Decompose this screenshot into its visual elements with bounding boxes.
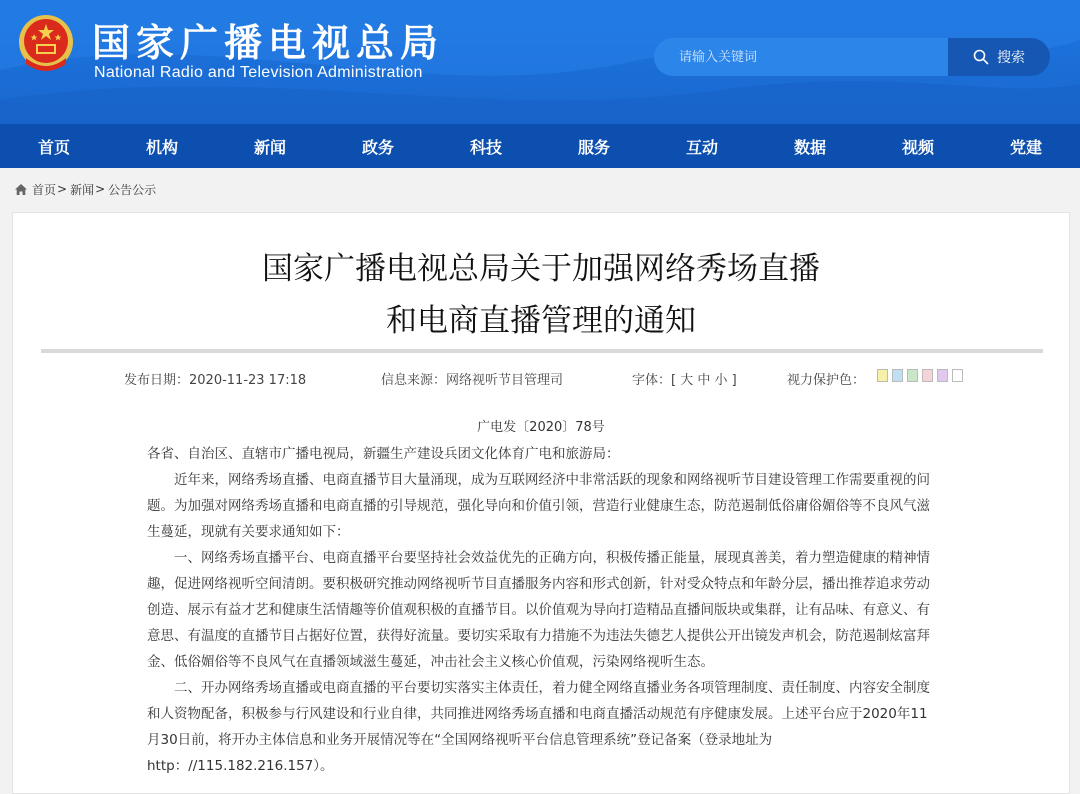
article-paragraph: 二、开办网络秀场直播或电商直播的平台要切实落实主体责任，着力健全网络直播业务各项管理制度、责任制度、内容安全制度和人资物配备，积极参与行风建设和行业自律，共同推进网络秀场直播和电商直播活动规范有序健康发展。上述平台应于2020年11月30日前，将开办主体信息和业务开展情况等在“全国网络视听平台信息管理系统”登记备案（登录地址为http：//115.182.216.157）。 bbox=[147, 680, 930, 774]
nav-item-government-affairs[interactable]: 政务 bbox=[361, 137, 394, 157]
eye-color-swatch-blue[interactable] bbox=[892, 369, 903, 382]
nav-item-video[interactable]: 视频 bbox=[901, 137, 934, 157]
breadcrumb-notice[interactable]: 公告公示 bbox=[108, 182, 157, 197]
eye-color-swatch-green[interactable] bbox=[907, 369, 918, 382]
article-paragraph: 近年来，网络秀场直播、电商直播节目大量涌现，成为互联网经济中非常活跃的现象和网络视听节目建设管理工作需要重视的问题。为加强对网络秀场直播和电商直播的引导规范，强化导向和价值引领，营造行业健康生态，防范遏制低俗庸俗媚俗等不良风气滋生蔓延，现就有关要求通知如下： bbox=[147, 472, 930, 540]
title-divider bbox=[41, 349, 1043, 353]
nav-item-news[interactable]: 新闻 bbox=[253, 137, 286, 157]
breadcrumb-home[interactable]: 首页 bbox=[32, 182, 57, 197]
font-size-switcher[interactable]: 字体：[ 大 中 小 ] bbox=[632, 373, 737, 388]
site-name-cn[interactable]: 国家广播电视总局 bbox=[92, 21, 445, 65]
search-input[interactable] bbox=[654, 38, 974, 76]
article-salutation: 各省、自治区、直辖市广播电视局，新疆生产建设兵团文化体育广电和旅游局： bbox=[147, 446, 620, 462]
breadcrumb-separator: > bbox=[57, 182, 68, 196]
breadcrumb bbox=[0, 168, 1080, 210]
eye-protection-swatches bbox=[877, 369, 963, 382]
search-bar bbox=[654, 38, 1050, 76]
nav-item-interaction[interactable]: 互动 bbox=[685, 137, 718, 157]
eye-color-swatch-white[interactable] bbox=[952, 369, 963, 382]
article-title-line2: 和电商直播管理的通知 bbox=[386, 303, 696, 339]
breadcrumb-news[interactable]: 新闻 bbox=[70, 182, 95, 197]
site-header bbox=[0, 0, 1080, 124]
nav-item-services[interactable]: 服务 bbox=[577, 137, 610, 157]
nav-item-organization[interactable]: 机构 bbox=[145, 137, 178, 157]
main-nav bbox=[0, 124, 1080, 168]
national-emblem-icon[interactable] bbox=[14, 12, 78, 76]
nav-item-data[interactable]: 数据 bbox=[793, 137, 826, 157]
document-number: 广电发〔2020〕78号 bbox=[477, 420, 605, 435]
eye-color-swatch-purple[interactable] bbox=[937, 369, 948, 382]
publish-date: 发布日期：2020-11-23 17:18 bbox=[124, 373, 307, 388]
nav-item-home[interactable]: 首页 bbox=[37, 137, 70, 157]
article-paragraph: 一、网络秀场直播平台、电商直播平台要坚持社会效益优先的正确方向，积极传播正能量，展现真善美，着力塑造健康的精神情趣，促进网络视听空间清朗。要积极研究推动网络视听节目直播服务内容和形式创新，针对受众特点和年龄分层，播出推荐追求劳动创造、展示有益才艺和健康生活情趣等价值观积极的直播节目。以价值观为导向打造精品直播间版块或集群，让有品味、有意义、有意思、有温度的直播节目占据好位置，获得好流量。要切实采取有力措施不为违法失德艺人提供公开出镜发声机会，防范遏制炫富拜金、低俗媚俗等不良风气在直播领域滋生蔓延，冲击社会主义核心价值观，污染网络视听生态。 bbox=[147, 550, 930, 670]
search-icon bbox=[973, 49, 989, 65]
site-name-en[interactable]: National Radio and Television Administration bbox=[94, 64, 423, 81]
eye-color-swatch-yellow[interactable] bbox=[877, 369, 888, 382]
eye-protection-label: 视力保护色： bbox=[787, 373, 866, 388]
search-button[interactable] bbox=[948, 38, 1050, 76]
eye-color-swatch-pink[interactable] bbox=[922, 369, 933, 382]
breadcrumb-separator: > bbox=[95, 182, 106, 196]
nav-item-party[interactable]: 党建 bbox=[1009, 137, 1042, 157]
article-title-line1: 国家广播电视总局关于加强网络秀场直播 bbox=[262, 251, 820, 287]
info-source: 信息来源：网络视听节目管理司 bbox=[381, 373, 564, 388]
article-panel bbox=[12, 212, 1070, 794]
home-icon bbox=[14, 183, 28, 196]
search-button-label: 搜索 bbox=[997, 50, 1025, 66]
article-body bbox=[147, 441, 937, 779]
nav-item-technology[interactable]: 科技 bbox=[469, 137, 502, 157]
